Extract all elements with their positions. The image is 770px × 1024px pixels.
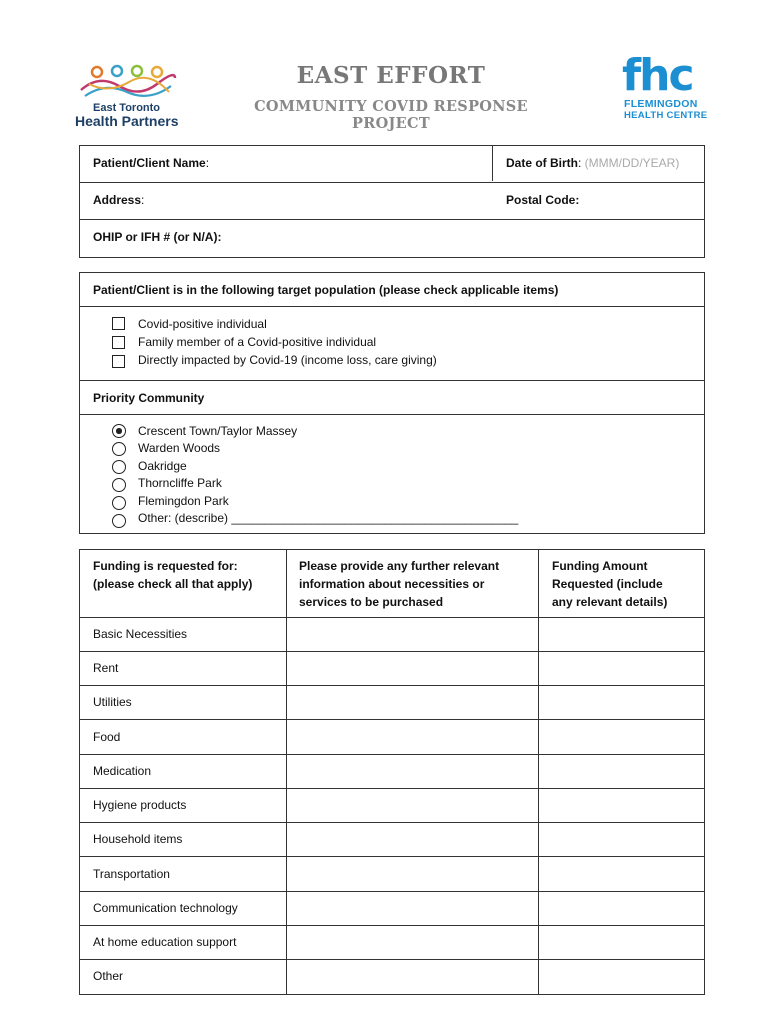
patient-info-section [79, 145, 705, 258]
date-of-birth-field[interactable]: Date of Birth: (MMM/DD/YEAR) [506, 156, 680, 170]
oakridge-label: Oakridge [138, 459, 187, 473]
eligibility-section [79, 272, 705, 534]
row-food[interactable]: Food [93, 730, 121, 744]
dob-label: Date of Birth [506, 156, 578, 170]
directly-impacted-checkbox[interactable] [112, 355, 125, 368]
flemingdon-park-label: Flemingdon Park [138, 494, 229, 508]
row-rent[interactable]: Rent [93, 661, 119, 675]
row-transportation[interactable]: Transportation [93, 867, 170, 881]
crescent-town-label: Crescent Town/Taylor Massey [138, 424, 298, 438]
ohip-field[interactable] [93, 230, 693, 244]
family-member-checkbox[interactable] [112, 336, 125, 349]
flemingdon-health-centre-logo [618, 50, 708, 126]
row-household-items[interactable]: Household items [93, 832, 183, 846]
further-info-header-line1: Please provide any further relevant [299, 559, 500, 573]
warden-woods-radio[interactable] [112, 442, 126, 456]
crescent-town-radio[interactable] [112, 424, 126, 438]
flemingdon-park-radio[interactable] [112, 496, 126, 510]
people-figures-icon [79, 64, 177, 100]
logo-big-text: Health Partners [75, 113, 179, 129]
family-member-label: Family member of a Covid-positive individual [138, 335, 377, 349]
thorncliffe-park-label: Thorncliffe Park [138, 476, 222, 490]
covid-positive-label: Covid-positive individual [138, 317, 267, 331]
address-field[interactable]: Address: [93, 193, 145, 207]
funding-amount-header-line2: Requested (include [552, 577, 663, 591]
fhc-name-line1: FLEMINGDON [624, 98, 698, 110]
funding-for-header-line1: Funding is requested for: [93, 559, 238, 573]
other-community-radio[interactable] [112, 514, 126, 528]
row-communication-technology[interactable]: Communication technology [93, 901, 238, 915]
page-subtitle: COMMUNITY COVID RESPONSE PROJECT [254, 98, 528, 132]
form-header [0, 0, 770, 145]
patient-name-label: Patient/Client Name [93, 156, 206, 170]
target-population-heading: Patient/Client is in the following target population (please check applicable items) [93, 283, 559, 297]
funding-amount-header-line3: any relevant details) [552, 595, 668, 609]
further-info-header-line3: services to be purchased [299, 595, 444, 609]
funding-amount-header [552, 557, 702, 611]
directly-impacted-label: Directly impacted by Covid-19 (income loss, care giving) [138, 353, 437, 367]
patient-name-field[interactable]: Patient/Client Name: [93, 156, 210, 170]
further-info-header-line2: information about necessities or [299, 577, 485, 591]
funding-for-header-line2: (please check all that apply) [93, 577, 253, 591]
funding-table [79, 549, 705, 995]
row-home-education-support[interactable]: At home education support [93, 935, 237, 949]
row-utilities[interactable]: Utilities [93, 695, 132, 709]
other-community-label: Other: (describe) ___________________________________________ [138, 511, 519, 525]
oakridge-radio[interactable] [112, 460, 126, 474]
east-toronto-health-partners-logo [75, 64, 185, 130]
thorncliffe-park-radio[interactable] [112, 478, 126, 492]
logo-small-text: East Toronto [93, 102, 161, 114]
priority-community-heading: Priority Community [93, 391, 205, 405]
row-medication[interactable]: Medication [93, 764, 152, 778]
page-title: EAST EFFORT [296, 62, 486, 89]
postal-code-label: Postal Code: [506, 193, 580, 207]
postal-code-field[interactable] [506, 193, 702, 207]
warden-woods-label: Warden Woods [138, 441, 221, 455]
address-label: Address [93, 193, 142, 207]
dob-format-hint: (MMM/DD/YEAR) [584, 156, 680, 170]
funding-amount-header-line1: Funding Amount [552, 559, 648, 573]
funding-for-header [93, 557, 283, 593]
fhc-name-line2: HEALTH CENTRE [624, 110, 708, 121]
row-basic-necessities[interactable]: Basic Necessities [93, 627, 188, 641]
covid-positive-checkbox[interactable] [112, 317, 125, 330]
ohip-label: OHIP or IFH # (or N/A): [93, 230, 222, 244]
row-other[interactable]: Other [93, 969, 124, 983]
row-hygiene-products[interactable]: Hygiene products [93, 798, 187, 812]
further-info-header [299, 557, 535, 611]
fhc-letters: fhc [622, 50, 693, 101]
